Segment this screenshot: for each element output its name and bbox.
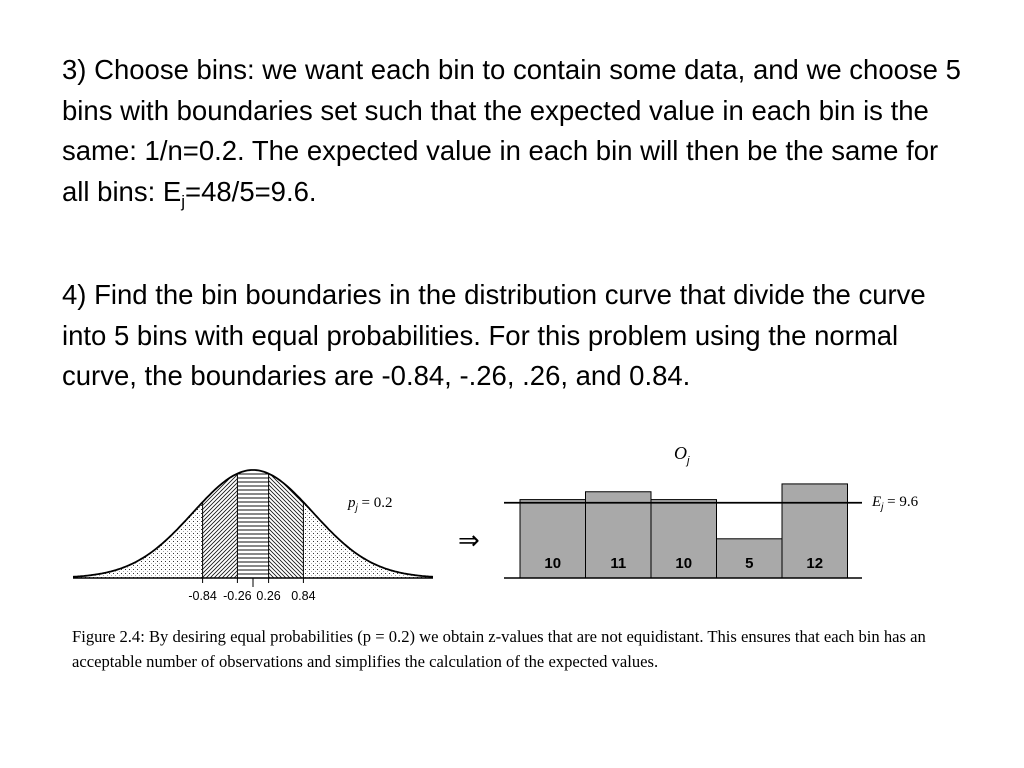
paragraph-find-boundaries: 4) Find the bin boundaries in the distribution curve that divide the curve into 5 bins with equal probabilities. For this problem using the normal curve, the boundaries are -0.84, -.26, .26, and 0.84.: [62, 279, 926, 391]
figure-caption: Figure 2.4: By desiring equal probabilities (p = 0.2) we obtain z-values that are not equidistant. This ensures that each bin has an acceptable number of observations and simplifies the calculation of the expected values.: [72, 627, 926, 671]
observed-bar-chart: [504, 484, 862, 578]
paragraph-choose-bins-text: 3) Choose bins: we want each bin to contain some data, and we choose 5 bins with boundaries set such that the expected value in each bin is the same: 1/n=0.2. The expected value in each bin will then be the same for all bins: E: [62, 54, 961, 207]
e-symbol: E: [872, 494, 882, 510]
p-equals: = 0.2: [357, 495, 393, 511]
implies-arrow-icon: ⇒: [458, 525, 480, 555]
curve-tick-marks: [188, 578, 315, 603]
curve-region-1: [73, 502, 203, 578]
tick-label: 0.26: [256, 589, 281, 603]
bar-value-label: 10: [544, 555, 562, 572]
tick-label: -0.26: [223, 589, 252, 603]
bar-value-label: 5: [745, 555, 754, 572]
normal-curve-chart: [73, 470, 433, 578]
tick-label: 0.84: [291, 589, 316, 603]
paragraph-choose-bins: [62, 50, 962, 212]
curve-region-4: [269, 474, 304, 578]
p-symbol: p: [348, 495, 356, 511]
bar-value-label: 10: [675, 555, 693, 572]
p-subscript: j: [355, 503, 358, 514]
curve-region-3: [237, 470, 268, 578]
figure-2-4: [0, 430, 1024, 620]
subscript-j: j: [181, 191, 186, 211]
e-subscript: j: [881, 502, 884, 513]
bar-value-label: 12: [806, 555, 824, 572]
curve-region-5: [303, 502, 433, 578]
o-subscript: j: [687, 455, 690, 467]
paragraph-choose-bins-tail: =48/5=9.6.: [185, 175, 317, 207]
expected-value-label: [871, 494, 919, 513]
curve-region-2: [203, 474, 238, 578]
bin-probability-label: [347, 495, 392, 514]
tick-label: -0.84: [188, 589, 217, 603]
observed-title: [674, 443, 690, 467]
o-symbol: O: [674, 443, 687, 463]
bar-value-label: 11: [610, 555, 627, 572]
e-equals: = 9.6: [883, 494, 919, 510]
